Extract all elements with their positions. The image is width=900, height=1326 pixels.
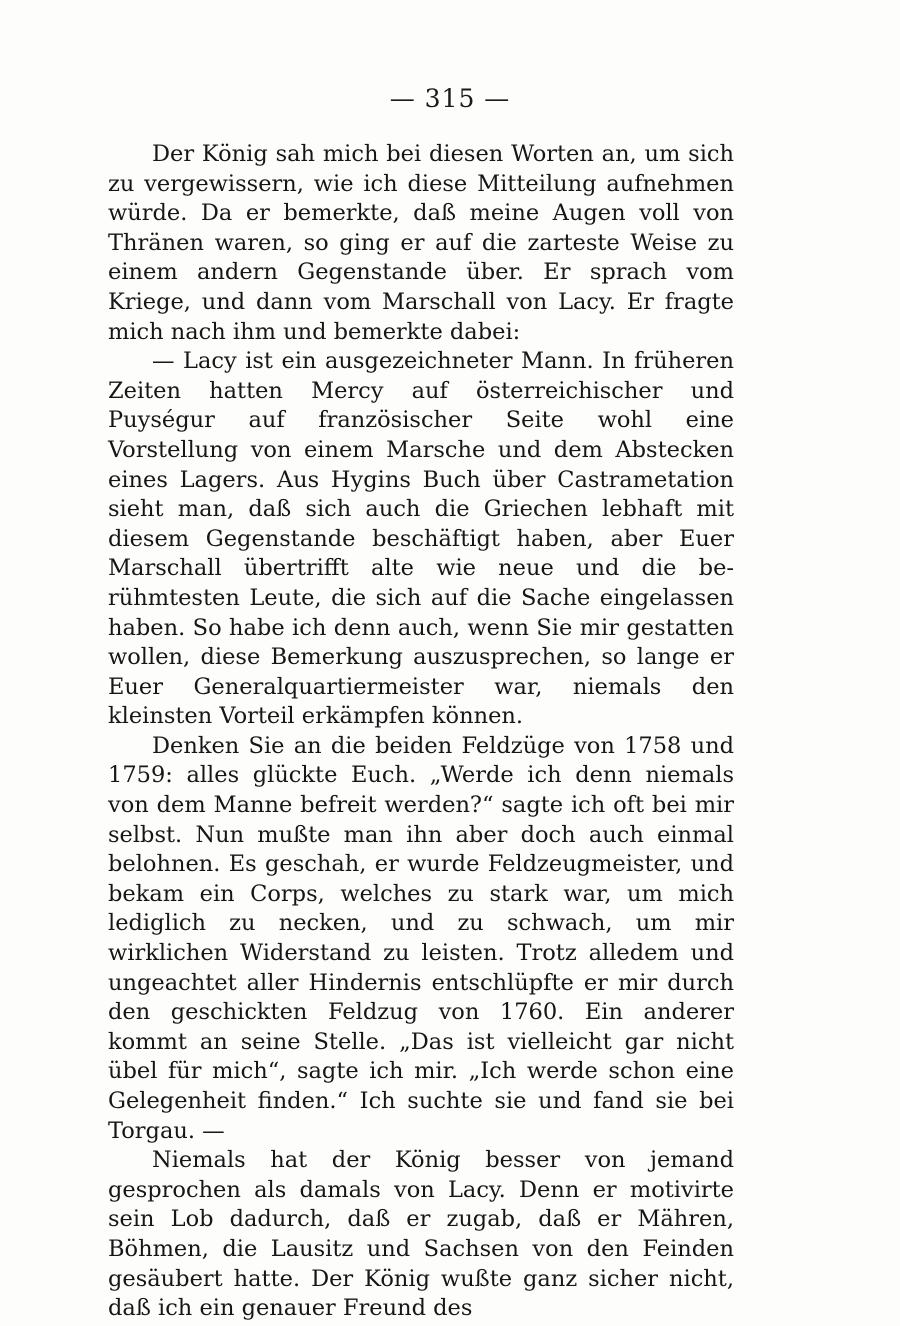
paragraph-3: Denken Sie an die beiden Feldzüge von 1758 und 1759: alles glückte Euch. „Werde ich denn niemals von dem Manne befreit werden?“ sagte ich oft bei mir selbst. Nun mußte man ihn aber doch auch einmal belohnen. Es geschah, er wurde Feldzeugmeister, und bekam ein Corps, welches zu stark war, um mich lediglich zu necken, und zu schwach, um mir wirklichen Widerstand zu leisten. Trotz alledem und ungeachtet aller Hindernis entschlüpfte er mir durch den geschickten Feldzug von 1760. Ein anderer kommt an seine Stelle. „Das ist vielleicht gar nicht übel für mich“, sagte ich mir. „Ich werde schon eine Gelegenheit finden.“ Ich suchte sie und fand sie bei Torgau. — [108,732,734,1144]
paragraph-4: Niemals hat der König besser von jemand gesprochen als damals von Lacy. Denn er motivirte sein Lob dadurch, daß er zugab, daß er Mähren, Böhmen, die Lausitz und Sachsen von den Feinden gesäubert hatte. Der König wußte ganz sicher nicht, daß ich ein genauer Freund des [108,1147,734,1322]
body-text [108,140,734,1324]
page-number: — 315 — [389,84,511,113]
paragraph-2: — Lacy ist ein ausgezeichneter Mann. In früheren Zeiten hatten Mercy auf österreichischer und Puységur auf französischer Seite wohl eine Vorstellung von einem Marsche und dem Abstecken eines Lagers. Aus Hygins Buch über Castrametation sieht man, daß sich auch die Griechen lebhaft mit diesem Gegenstande beschäftigt haben, aber Euer Marschall übertrifft alte wie neue und die berühmtesten Leute, die sich auf die Sache eingelassen haben. So habe ich denn auch, wenn Sie mir gestatten wollen, diese Bemerkung auszusprechen, so lange er Euer Generalquartiermeister war, niemals den kleinsten Vorteil erkämpfen können. [108,348,734,730]
paragraph-1: Der König sah mich bei diesen Worten an, um sich zu vergewissern, wie ich diese Mitteilung aufnehmen würde. Da er bemerkte, daß meine Augen voll von Thränen waren, so ging er auf die zarteste Weise zu einem andern Gegenstande über. Er sprach vom Kriege, und dann vom Marschall von Lacy. Er fragte mich nach ihm und bemerkte dabei: [108,141,734,345]
